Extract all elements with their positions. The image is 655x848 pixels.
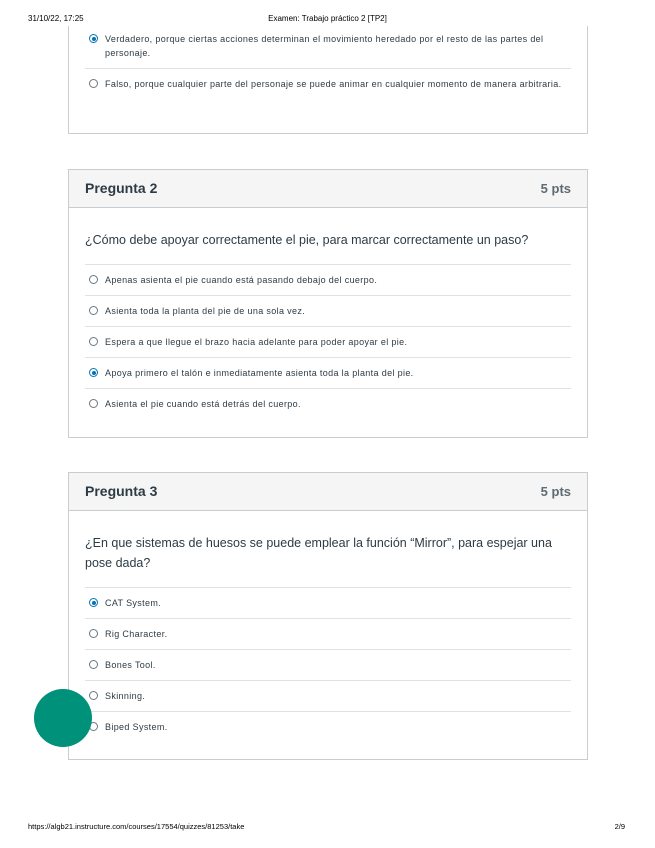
answer-option[interactable] [85, 618, 571, 649]
answer-option[interactable] [85, 68, 571, 99]
answer-label: Apoya primero el talón e inmediatamente asienta toda la planta del pie. [105, 368, 414, 378]
question-card-3 [68, 472, 588, 760]
answer-label: Skinning. [105, 691, 146, 701]
answer-label: Verdadero, porque ciertas acciones determinan el movimiento heredado por el resto de las partes del personaje. [105, 34, 544, 58]
answer-option[interactable] [85, 680, 571, 711]
radio-selected-icon[interactable] [89, 34, 98, 43]
answer-option[interactable] [85, 711, 571, 742]
answer-option[interactable] [85, 388, 571, 419]
footer-url: https://algb21.instructure.com/courses/17554/quizzes/81253/take [28, 822, 245, 831]
answer-option[interactable] [85, 587, 571, 618]
answer-list [85, 264, 571, 419]
answer-option[interactable] [85, 295, 571, 326]
previous-question-card [68, 26, 588, 134]
answer-option[interactable] [85, 264, 571, 295]
question-title: Pregunta 3 [85, 483, 158, 499]
print-date: 31/10/22, 17:25 [28, 14, 84, 23]
radio-selected-icon[interactable] [89, 598, 98, 607]
answer-label: Espera a que llegue el brazo hacia adelante para poder apoyar el pie. [105, 337, 408, 347]
radio-icon[interactable] [89, 691, 98, 700]
answer-label: Apenas asienta el pie cuando está pasando debajo del cuerpo. [105, 275, 378, 285]
question-points: 5 pts [540, 181, 571, 196]
question-title: Pregunta 2 [85, 180, 158, 196]
answer-label: Bones Tool. [105, 660, 156, 670]
radio-icon[interactable] [89, 337, 98, 346]
question-card-2 [68, 169, 588, 438]
answer-list [85, 587, 571, 742]
radio-icon[interactable] [89, 275, 98, 284]
answer-option[interactable] [85, 326, 571, 357]
answer-option[interactable] [85, 649, 571, 680]
radio-icon[interactable] [89, 660, 98, 669]
question-text: ¿En que sistemas de huesos se puede emplear la función “Mirror”, para espejar una pose dada? [85, 536, 552, 570]
question-text: ¿Cómo debe apoyar correctamente el pie, para marcar correctamente un paso? [85, 233, 529, 247]
question-points: 5 pts [540, 484, 571, 499]
answer-list [85, 26, 571, 99]
radio-icon[interactable] [89, 79, 98, 88]
answer-label: Asienta el pie cuando está detrás del cuerpo. [105, 399, 301, 409]
radio-icon[interactable] [89, 306, 98, 315]
page-number: 2/9 [614, 822, 625, 831]
answer-label: Asienta toda la planta del pie de una sola vez. [105, 306, 306, 316]
print-title: Examen: Trabajo práctico 2 [TP2] [268, 14, 387, 23]
radio-icon[interactable] [89, 629, 98, 638]
answer-label: Biped System. [105, 722, 168, 732]
question-header [69, 170, 587, 208]
question-header [69, 473, 587, 511]
answer-label: Falso, porque cualquier parte del personaje se puede animar en cualquier momento de manera arbitraria. [105, 79, 562, 89]
answer-label: CAT System. [105, 598, 162, 608]
radio-icon[interactable] [89, 399, 98, 408]
answer-option[interactable] [85, 26, 571, 68]
floating-action-button[interactable] [34, 689, 92, 747]
radio-selected-icon[interactable] [89, 368, 98, 377]
answer-label: Rig Character. [105, 629, 168, 639]
answer-option[interactable] [85, 357, 571, 388]
